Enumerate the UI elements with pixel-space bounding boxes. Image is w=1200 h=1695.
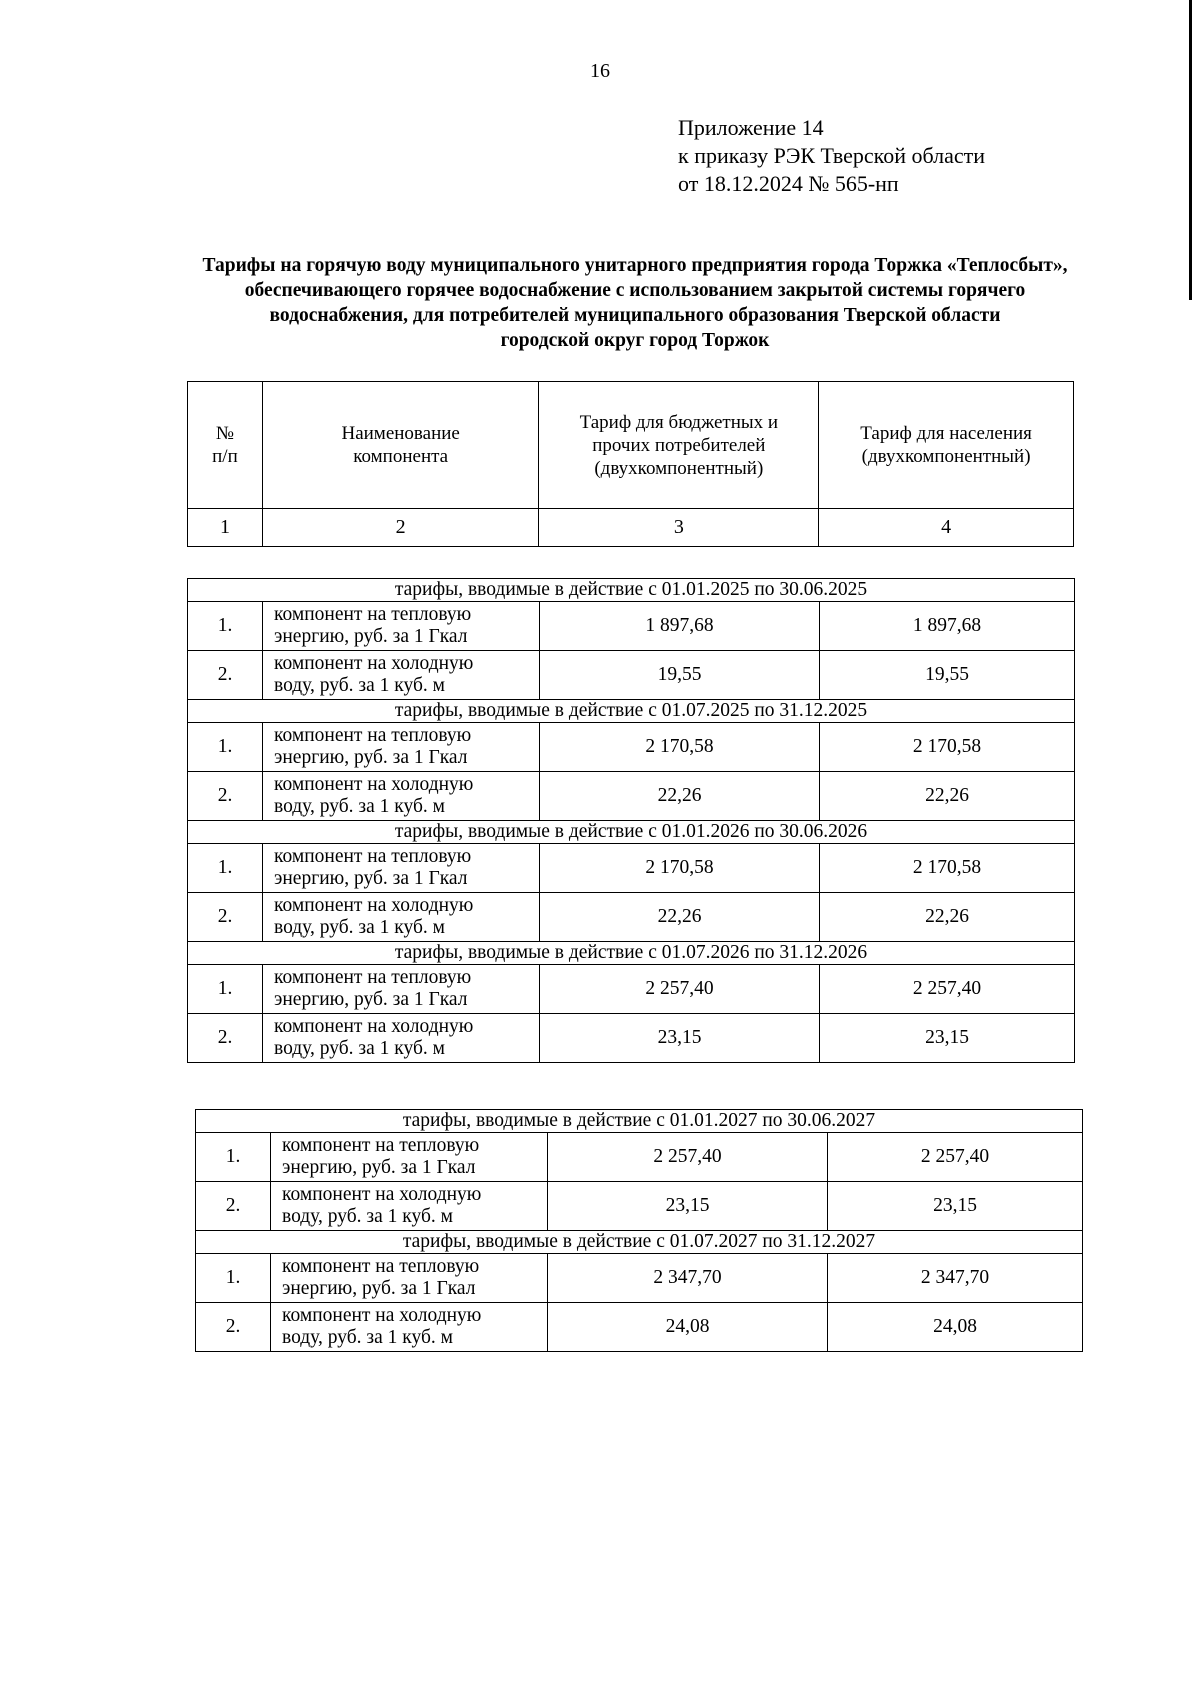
appendix-line-1: Приложение 14 (678, 115, 824, 140)
appendix-block (678, 114, 985, 198)
row-number: 2. (196, 1182, 271, 1231)
row-number: 2. (188, 651, 263, 700)
row-number: 2. (196, 1303, 271, 1352)
row-number: 2. (188, 893, 263, 942)
title-line-1: Тарифы на горячую воду муниципального унитарного предприятия города Торжка «Теплосбыт», (202, 255, 1068, 276)
table-row (196, 1182, 1083, 1231)
tariff-table-2027 (195, 1109, 1083, 1352)
budget-tariff-value: 2 170,58 (540, 723, 820, 772)
component-name: компонент на тепловую энергию, руб. за 1 Гкал (263, 723, 540, 772)
header-table (187, 381, 1074, 547)
component-name: компонент на холодную воду, руб. за 1 куб. м (263, 651, 540, 700)
period-row (196, 1231, 1083, 1254)
table-row (188, 844, 1075, 893)
population-tariff-value: 2 257,40 (828, 1133, 1083, 1182)
component-name: компонент на холодную воду, руб. за 1 куб. м (263, 893, 540, 942)
population-tariff-value: 1 897,68 (820, 602, 1075, 651)
budget-tariff-value: 2 347,70 (548, 1254, 828, 1303)
period-row (188, 821, 1075, 844)
component-name: компонент на тепловую энергию, руб. за 1 Гкал (263, 602, 540, 651)
title-line-2: обеспечивающего горячее водоснабжение с использованием закрытой системы горячего (244, 280, 1026, 301)
page-number: 16 (590, 60, 610, 82)
period-label: тарифы, вводимые в действие с 01.01.2026 по 30.06.2026 (188, 821, 1075, 844)
table-row (196, 1133, 1083, 1182)
population-tariff-value: 19,55 (820, 651, 1075, 700)
table-row (188, 1014, 1075, 1063)
population-tariff-value: 2 347,70 (828, 1254, 1083, 1303)
row-number: 1. (188, 723, 263, 772)
period-label: тарифы, вводимые в действие с 01.07.2025 по 31.12.2025 (188, 700, 1075, 723)
period-row (188, 579, 1075, 602)
header-number-3: 3 (539, 509, 819, 547)
component-name: компонент на холодную воду, руб. за 1 куб. м (263, 772, 540, 821)
row-number: 1. (196, 1133, 271, 1182)
table-row (188, 651, 1075, 700)
population-tariff-value: 22,26 (820, 772, 1075, 821)
period-label: тарифы, вводимые в действие с 01.01.2027 по 30.06.2027 (196, 1110, 1083, 1133)
budget-tariff-value: 2 257,40 (548, 1133, 828, 1182)
table-row (188, 723, 1075, 772)
period-label: тарифы, вводимые в действие с 01.07.2026 по 31.12.2026 (188, 942, 1075, 965)
budget-tariff-value: 24,08 (548, 1303, 828, 1352)
header-numbers-row (188, 509, 1074, 547)
component-name: компонент на холодную воду, руб. за 1 куб. м (271, 1182, 548, 1231)
budget-tariff-value: 22,26 (540, 772, 820, 821)
header-row (188, 382, 1074, 509)
budget-tariff-value: 1 897,68 (540, 602, 820, 651)
period-row (196, 1110, 1083, 1133)
population-tariff-value: 23,15 (828, 1182, 1083, 1231)
population-tariff-value: 2 170,58 (820, 723, 1075, 772)
budget-tariff-value: 2 257,40 (540, 965, 820, 1014)
header-number-1: 1 (188, 509, 263, 547)
row-number: 2. (188, 772, 263, 821)
header-number-4: 4 (819, 509, 1074, 547)
component-name: компонент на тепловую энергию, руб. за 1 Гкал (263, 844, 540, 893)
row-number: 1. (188, 602, 263, 651)
budget-tariff-value: 23,15 (548, 1182, 828, 1231)
appendix-line-2: к приказу РЭК Тверской области (678, 143, 986, 168)
title-line-3: водоснабжения, для потребителей муниципального образования Тверской области (269, 305, 1001, 326)
row-number: 2. (188, 1014, 263, 1063)
population-tariff-value: 22,26 (820, 893, 1075, 942)
period-label: тарифы, вводимые в действие с 01.01.2025 по 30.06.2025 (188, 579, 1075, 602)
table-row (188, 893, 1075, 942)
header-number: № п/п (188, 382, 263, 509)
row-number: 1. (188, 844, 263, 893)
population-tariff-value: 2 170,58 (820, 844, 1075, 893)
population-tariff-value: 23,15 (820, 1014, 1075, 1063)
budget-tariff-value: 23,15 (540, 1014, 820, 1063)
budget-tariff-value: 19,55 (540, 651, 820, 700)
header-budget-tariff: Тариф для бюджетных и прочих потребителей (двухкомпонентный) (539, 382, 819, 509)
header-population-tariff: Тариф для населения (двухкомпонентный) (819, 382, 1074, 509)
table-row (188, 602, 1075, 651)
population-tariff-value: 2 257,40 (820, 965, 1075, 1014)
table-row (188, 772, 1075, 821)
table-row (196, 1254, 1083, 1303)
row-number: 1. (188, 965, 263, 1014)
component-name: компонент на тепловую энергию, руб. за 1 Гкал (263, 965, 540, 1014)
period-label: тарифы, вводимые в действие с 01.07.2027 по 31.12.2027 (196, 1231, 1083, 1254)
component-name: компонент на тепловую энергию, руб. за 1 Гкал (271, 1133, 548, 1182)
appendix-line-3: от 18.12.2024 № 565-нп (678, 171, 899, 196)
title-line-4: городской округ город Торжок (500, 330, 770, 351)
tariff-table-2025-2026 (187, 578, 1075, 1063)
component-name: компонент на холодную воду, руб. за 1 куб. м (263, 1014, 540, 1063)
row-number: 1. (196, 1254, 271, 1303)
table-row (188, 965, 1075, 1014)
header-component: Наименование компонента (262, 382, 539, 509)
table-row (196, 1303, 1083, 1352)
population-tariff-value: 24,08 (828, 1303, 1083, 1352)
header-number-2: 2 (262, 509, 539, 547)
budget-tariff-value: 22,26 (540, 893, 820, 942)
period-row (188, 942, 1075, 965)
document-title (95, 253, 1175, 353)
component-name: компонент на тепловую энергию, руб. за 1 Гкал (271, 1254, 548, 1303)
budget-tariff-value: 2 170,58 (540, 844, 820, 893)
scan-edge-line (1189, 0, 1192, 300)
period-row (188, 700, 1075, 723)
component-name: компонент на холодную воду, руб. за 1 куб. м (271, 1303, 548, 1352)
